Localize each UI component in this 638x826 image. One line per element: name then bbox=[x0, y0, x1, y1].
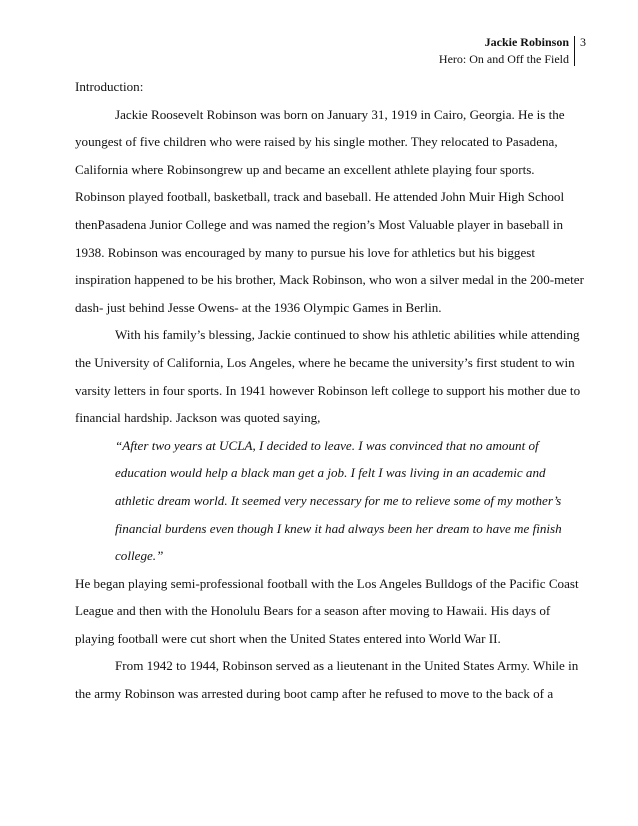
body-line: 1938. Robinson was encouraged by many to pursue his love for athletics but his biggest bbox=[75, 244, 536, 260]
body-line: the army Robinson was arrested during boot camp after he refused to move to the back of a bbox=[75, 686, 554, 702]
document-body bbox=[75, 73, 584, 708]
body-line: Robinson played football, basketball, track and baseball. He attended John Muir High School bbox=[75, 189, 565, 205]
body-line: varsity letters in four sports. In 1941 however Robinson left college to support his mother due to bbox=[75, 382, 581, 398]
body-line: Jackie Roosevelt Robinson was born on January 31, 1919 in Cairo, Georgia. He is the bbox=[115, 106, 565, 122]
header-title: Hero: On and Off the Field bbox=[438, 52, 569, 66]
header-text-block bbox=[439, 34, 574, 68]
body-line: California where Robinsongrew up and became an excellent athlete playing four sports. bbox=[75, 161, 535, 177]
quote-line: college.” bbox=[115, 548, 164, 564]
quote-line: education would help a black man get a job. I felt I was living in an academic and bbox=[115, 465, 546, 481]
header-author: Jackie Robinson bbox=[484, 35, 569, 49]
running-header bbox=[439, 34, 586, 68]
body-line: inspiration happened to be his brother, Mack Robinson, who won a silver medal in the 200-meter bbox=[75, 272, 584, 288]
body-line: League and then with the Honolulu Bears for a season after moving to Hawaii. His days of bbox=[75, 603, 551, 619]
page-number: 3 bbox=[580, 35, 586, 49]
quote-line: “After two years at UCLA, I decided to leave. I was convinced that no amount of bbox=[115, 437, 539, 453]
body-line: thenPasadena Junior College and was named the region’s Most Valuable player in baseball in bbox=[75, 216, 564, 232]
quote-line: athletic dream world. It seemed very necessary for me to relieve some of my mother’s bbox=[115, 492, 562, 508]
body-line: playing football were cut short when the United States entered into World War II. bbox=[75, 630, 501, 646]
body-line: the University of California, Los Angeles, where he became the university’s first student to win bbox=[75, 354, 575, 370]
body-line: He began playing semi-professional football with the Los Angeles Bulldogs of the Pacific Coast bbox=[75, 575, 579, 591]
body-line: youngest of five children who were raised by his single mother. They relocated to Pasadena, bbox=[75, 134, 558, 150]
body-line: dash- just behind Jesse Owens- at the 1936 Olympic Games in Berlin. bbox=[75, 299, 442, 315]
body-line: Introduction: bbox=[75, 79, 144, 94]
body-line: financial hardship. Jackson was quoted saying, bbox=[75, 410, 321, 426]
body-line: With his family’s blessing, Jackie continued to show his athletic abilities while attending bbox=[115, 327, 580, 343]
quote-line: financial burdens even though I knew it had always been her dream to have me finish bbox=[115, 520, 562, 536]
body-line: From 1942 to 1944, Robinson served as a lieutenant in the United States Army. While in bbox=[115, 658, 579, 674]
